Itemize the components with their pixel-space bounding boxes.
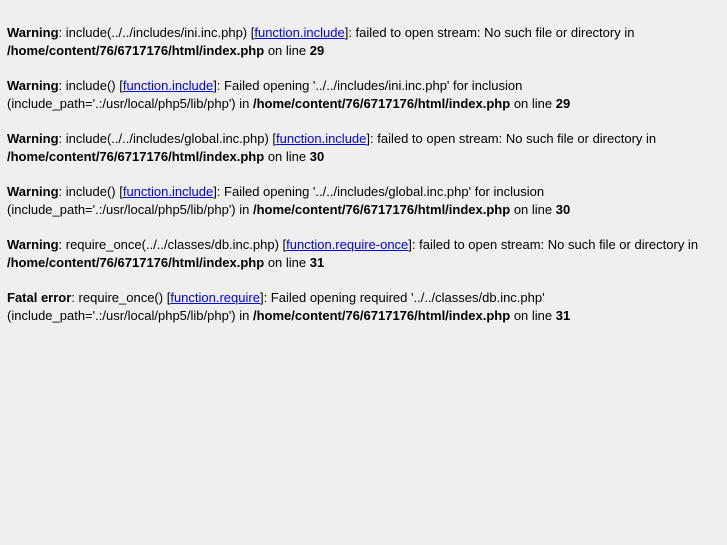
error-text: failed to open stream: No such file or directory in <box>355 25 635 40</box>
function-doc-link[interactable]: function.include <box>276 131 367 146</box>
error-level: Warning <box>7 237 59 252</box>
error-call: include() <box>65 78 116 93</box>
line-number: 29 <box>555 96 571 111</box>
line-label: on line <box>267 43 307 58</box>
error-level: Warning <box>7 78 59 93</box>
line-label: on line <box>513 308 553 323</box>
error-call: require_once() <box>78 290 164 305</box>
line-label: on line <box>513 96 553 111</box>
function-doc-link[interactable]: function.include <box>122 78 214 93</box>
file-path: /home/content/76/6717176/html/index.php <box>7 149 265 164</box>
error-text: Failed opening required '../../classes/db.inc.php' (include_path='.:/usr/local/php5/lib/php') in <box>7 290 545 323</box>
function-doc-link[interactable]: function.include <box>254 25 345 40</box>
error-text: failed to open stream: No such file or directory in <box>377 131 657 146</box>
line-number: 30 <box>555 202 571 217</box>
function-doc-link[interactable]: function.include <box>122 184 214 199</box>
error-message: Warning: include(../../includes/global.inc.php) [function.include]: failed to open stream: No such file or directory in /home/content/76/6717176/html/index.php on line 30 <box>7 131 657 164</box>
line-number: 30 <box>309 149 325 164</box>
file-path: /home/content/76/6717176/html/index.php <box>253 202 511 217</box>
file-path: /home/content/76/6717176/html/index.php <box>7 43 265 58</box>
line-label: on line <box>267 255 307 270</box>
fatal-error-message: Fatal error: require_once() [function.require]: Failed opening required '../../classes/db.inc.php' (include_path='.:/usr/local/php5/lib/php') in /home/content/76/6717176/html/index.php on line 31 <box>7 290 571 323</box>
file-path: /home/content/76/6717176/html/index.php <box>7 255 265 270</box>
error-call: include() <box>65 184 116 199</box>
error-level: Warning <box>7 184 59 199</box>
file-path: /home/content/76/6717176/html/index.php <box>253 96 511 111</box>
error-message: Warning: require_once(../../classes/db.inc.php) [function.require-once]: failed to open stream: No such file or directory in /home/content/76/6717176/html/index.php on line 31 <box>7 237 699 270</box>
line-number: 29 <box>309 43 325 58</box>
error-level: Fatal error <box>7 290 72 305</box>
error-call: include(../../includes/ini.inc.php) <box>65 25 248 40</box>
error-text: Failed opening '../../includes/ini.inc.php' for inclusion (include_path='.:/usr/local/php5/lib/php') in <box>7 78 523 111</box>
line-number: 31 <box>555 308 571 323</box>
function-doc-link[interactable]: function.require <box>170 290 260 305</box>
error-text: failed to open stream: No such file or directory in <box>419 237 699 252</box>
error-level: Warning <box>7 131 59 146</box>
error-message: Warning: include(../../includes/ini.inc.php) [function.include]: failed to open stream: No such file or directory in /home/content/76/6717176/html/index.php on line 29 <box>7 25 635 58</box>
error-level: Warning <box>7 25 59 40</box>
file-path: /home/content/76/6717176/html/index.php <box>253 308 511 323</box>
error-call: include(../../includes/global.inc.php) <box>65 131 269 146</box>
line-label: on line <box>267 149 307 164</box>
error-message: Warning: include() [function.include]: Failed opening '../../includes/ini.inc.php' for inclusion (include_path='.:/usr/local/php5/lib/php') in /home/content/76/6717176/html/index.php on line 29 <box>7 78 571 111</box>
error-call: require_once(../../classes/db.inc.php) <box>65 237 279 252</box>
line-number: 31 <box>309 255 325 270</box>
line-label: on line <box>513 202 553 217</box>
function-doc-link[interactable]: function.require-once <box>286 237 409 252</box>
error-message: Warning: include() [function.include]: Failed opening '../../includes/global.inc.php' for inclusion (include_path='.:/usr/local/php5/lib/php') in /home/content/76/6717176/html/index.php on line 30 <box>7 184 571 217</box>
error-text: Failed opening '../../includes/global.inc.php' for inclusion (include_path='.:/usr/local/php5/lib/php') in <box>7 184 545 217</box>
